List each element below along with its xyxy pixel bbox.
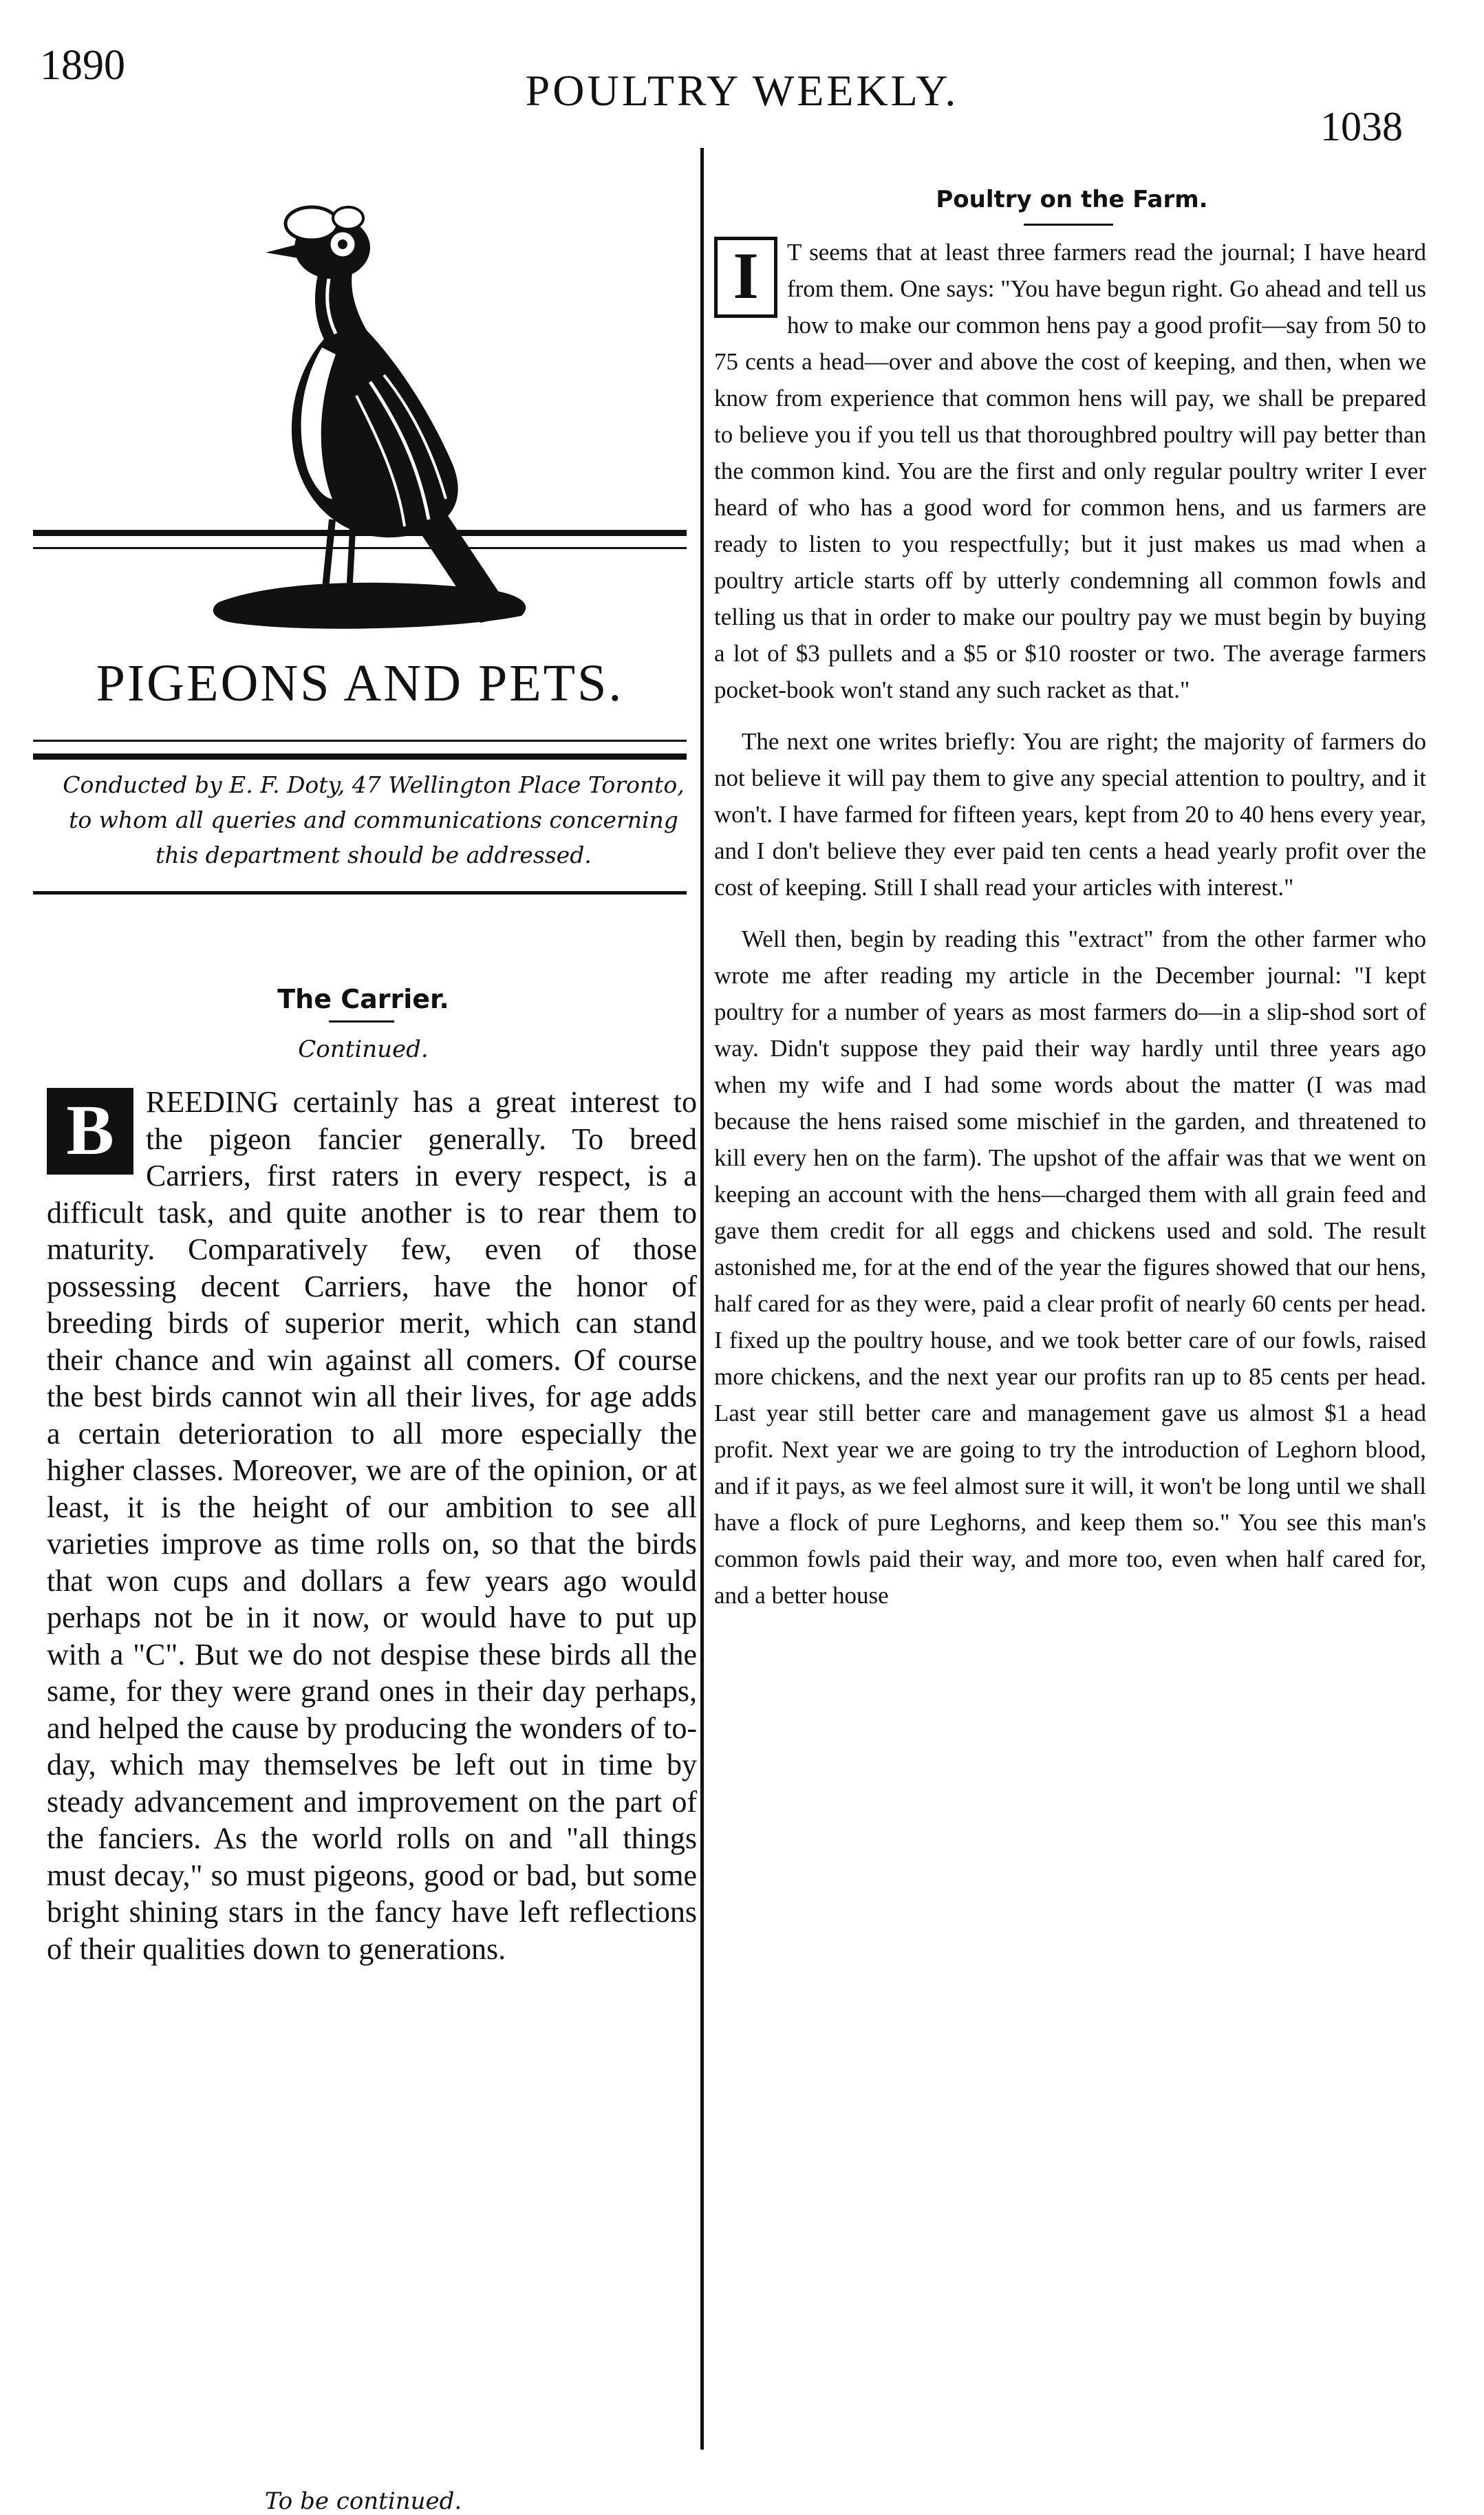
paragraph: The next one writes briefly: You are right; the majority of farmers do not believe it will pay them to give any special attention to poultry, and it won't. I have farmed for fifteen years, kept from 20 to 40 hens every year, and I don't believe they ever paid ten cents a head yearly profit over the cost of keeping. Still I shall read your articles with interest." (714, 728, 1426, 901)
paragraph (714, 234, 1426, 708)
carrier-article-body (47, 1084, 697, 1967)
section-rule-top (33, 530, 687, 536)
column-divider (700, 148, 704, 2450)
section-rule-bottom (33, 753, 687, 760)
conducted-by-note: Conducted by E. F. Doty, 47 Wellington Place Toronto, to whom all queries and communications concerning this department should be addressed. (63, 771, 685, 868)
header-year: 1890 (40, 42, 125, 89)
article-title-poultry-farm: Poultry on the Farm. (936, 186, 1208, 213)
paragraph: Well then, begin by reading this "extract" from the other farmer who wrote me after reading my article in the December journal: "I kept poultry for a number of years as most farmers do—in a slip-shod sort of way. Didn't suppose they paid their way hardly until three years ago when my wife and I had some words about the matter (I was mad because the hens raised some mischief in the garden, and threatened to kill every hen on the farm). The upshot of the affair was that we went on keeping an account with the hens—charged them with all grain feed and gave them credit for all eggs and chickens used and sold. The result astonished me, for at the end of the year the figures showed that our hens, half cared for as they were, paid a clear profit of nearly 60 cents per head. I fixed up the poultry house, and we took better care of our fowls, raised more chickens, and the next year our profits ran up to 85 cents per head. Last year still better care and management gave us almost $1 a head profit. Next year we are going to try the introduction of Leghorn blood, and if it pays, as we feel almost sure it will, it won't be long until we shall have a flock of pure Leghorns, and keep them so." You see this man's common fowls paid their way, and more too, even when half cared for, and a better house (714, 925, 1426, 1609)
carrier-pigeon-icon (191, 175, 563, 657)
continued-label: Continued. (298, 1036, 429, 1063)
section-rule-bottom-thin (33, 740, 687, 742)
carrier-article-text: REEDING certainly has a great interest to the pigeon fancier generally. To breed Carriers, first raters in every respect, is a difficult task, and quite another is to rear them to maturity. Comparatively few, even of those possessing decent Carriers, have the honor of breeding birds of superior merit, which can stand their chance and win against all comers. Of course the best birds cannot win all their lives, for age adds a certain deterioration to all more especially the higher classes. Moreover, we are of the opinion, or at least, it is the height of our ambition to see all varieties improve as time rolls on, so that the birds that won cups and dollars a few years ago would perhaps not be in it now, or would have to put up with a "C". But we do not despise these birds all the same, for they were grand ones in their day perhaps, and helped the cause by producing the wonders of to-day, which may themselves be left out in time by steady advancement and improvement on the part of the fanciers. As the world rolls on and "all things must decay," so must pigeons, good or bad, but some bright shining stars in the fancy have left reflections of their qualities down to generations. (47, 1085, 697, 1966)
section-title: PIGEONS AND PETS. (96, 654, 624, 712)
drop-cap-b: B (47, 1088, 133, 1175)
subhead-rule-right (1024, 224, 1113, 226)
masthead-title: POULTRY WEEKLY. (525, 66, 959, 115)
drop-cap-i: I (714, 237, 777, 318)
subhead-rule (329, 1020, 394, 1023)
article-title-carrier: The Carrier. (277, 984, 449, 1014)
paragraph-text: T seems that at least three farmers read the journal; I have heard from them. One says: "You have begun right. Go ahead and tell us how to make our common hens pay a good profit—say from 50 to 75 cents a head—over and above the cost of keeping, and then, when we know from experience that common hens will pay, we shall be prepared to believe you if you tell us that thoroughbred poultry will pay better than the common kind. You are the first and only regular poultry writer I ever heard of who has a good word for common hens, and us farmers are ready to listen to you respectfully; but it just makes us mad when a poultry article starts off by utterly condemning all common fowls and telling us that in order to make our poultry pay we must begin by buying a lot of $3 pullets and a $5 or $10 rooster or two. The average farmers pocket-book won't stand any such racket as that." (714, 239, 1426, 703)
section-rule-top-thin (33, 547, 687, 549)
to-be-continued: To be continued. (264, 2487, 462, 2515)
conducted-rule (33, 891, 687, 895)
page-number: 1038 (1320, 104, 1403, 149)
poultry-article-body (714, 234, 1426, 1629)
